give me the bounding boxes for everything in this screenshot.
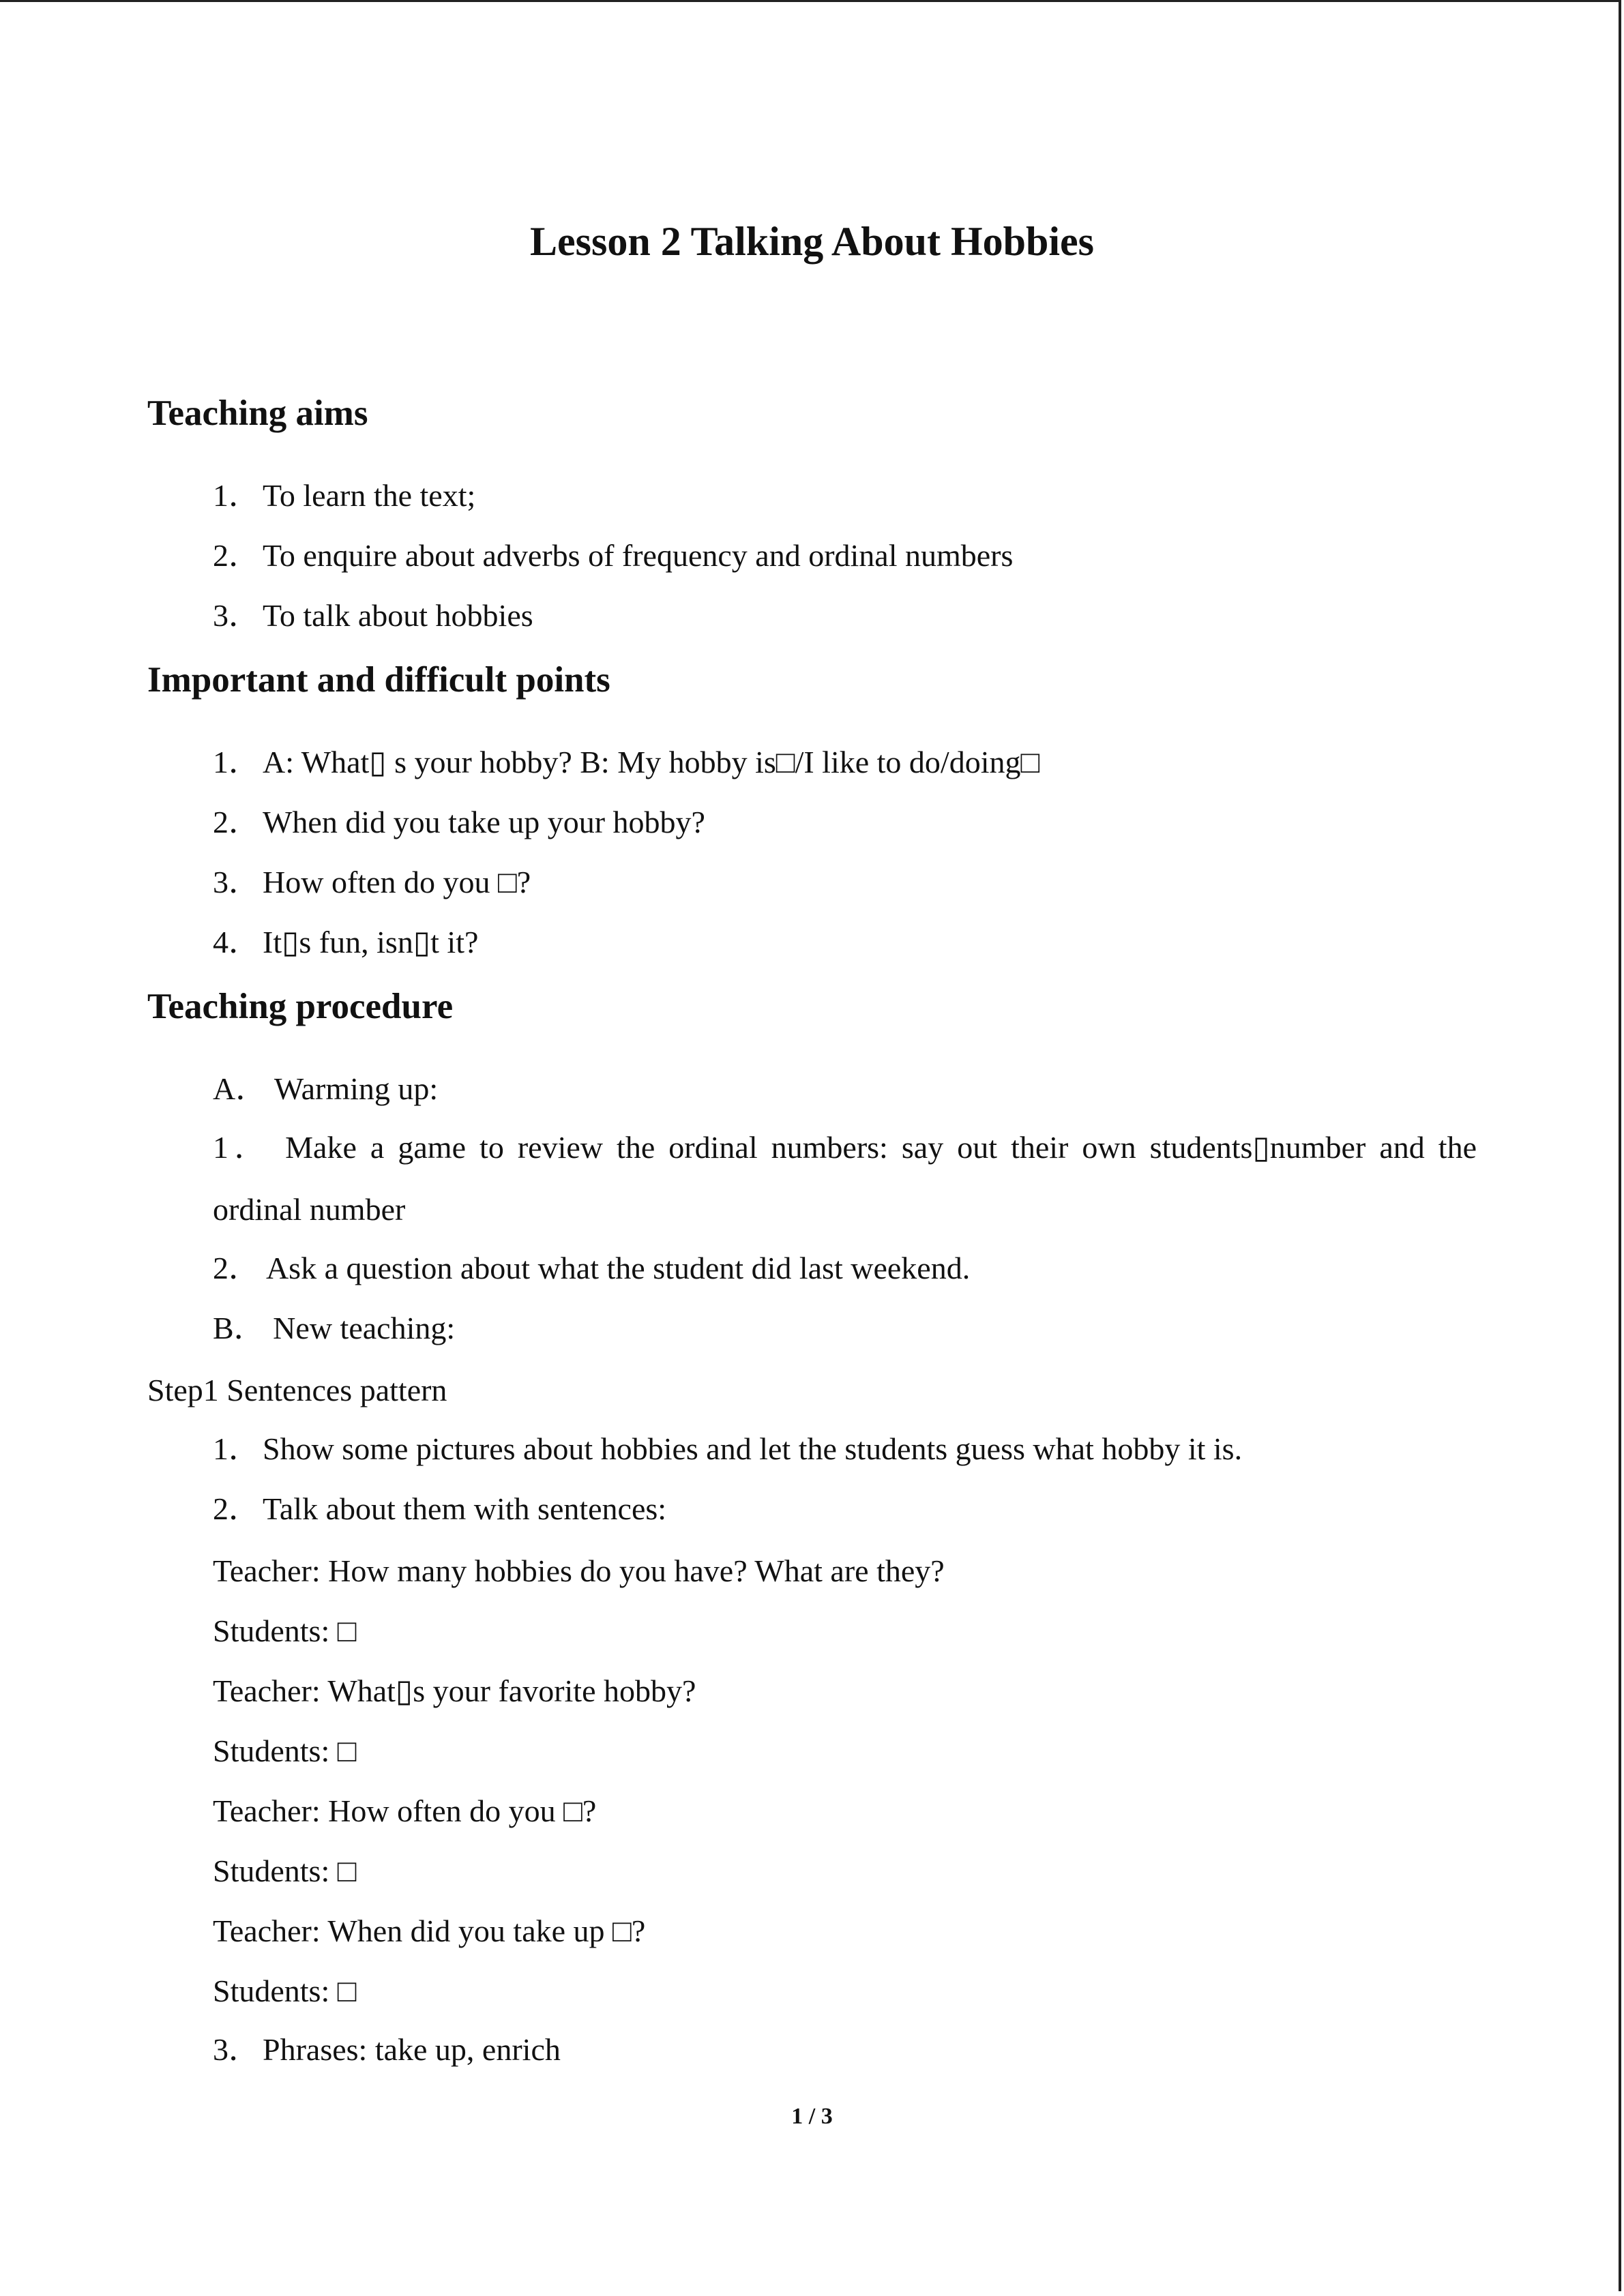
dialogue-line-students: Students: □: [213, 1733, 357, 1768]
dialogue-line-students: Students: □: [213, 1973, 357, 2008]
dialogue-line-teacher: Teacher: How often do you □?: [213, 1793, 597, 1828]
list-item: [213, 923, 478, 961]
list-number: 1．: [213, 1431, 260, 1466]
section-heading-teaching-procedure: Teaching procedure: [147, 987, 454, 1026]
list-text: To learn the text;: [263, 478, 476, 513]
warming-item-2: 2． Ask a question about what the student did last weekend.: [213, 1251, 971, 1285]
list-text: To enquire about adverbs of frequency and ordinal numbers: [263, 538, 1014, 573]
list-item: [213, 1430, 1242, 1468]
dialogue-line-teacher: Teacher: When did you take up □?: [213, 1913, 646, 1948]
list-text: Show some pictures about hobbies and let the students guess what hobby it is.: [263, 1431, 1243, 1466]
dialogue-line-students: Students: □: [213, 1613, 357, 1648]
list-number: 2．: [213, 1491, 260, 1526]
sub-heading-warming-up: A． Warming up:: [213, 1071, 439, 1106]
warming-item-1: 1． Make a game to review the ordinal numbers: say out their own students▯number and the: [213, 1130, 1477, 1165]
list-number: 1．: [213, 745, 260, 779]
dialogue-line-students: Students: □: [213, 1853, 357, 1888]
section-heading-important-points: Important and difficult points: [147, 660, 610, 700]
step1-heading: Step1 Sentences pattern: [147, 1373, 447, 1407]
list-item: [213, 1490, 666, 1528]
list-text: Talk about them with sentences:: [263, 1491, 667, 1526]
warming-item-1-continued: ordinal number: [213, 1192, 406, 1227]
page-number: 1 / 3: [791, 2104, 833, 2129]
list-item: [213, 2031, 561, 2069]
list-item: [213, 863, 531, 901]
list-item: [213, 597, 533, 635]
section-heading-teaching-aims: Teaching aims: [147, 393, 368, 433]
list-text: To talk about hobbies: [263, 598, 533, 633]
list-number: 3．: [213, 2032, 260, 2067]
sub-heading-new-teaching: B． New teaching:: [213, 1311, 456, 1345]
document-title: Lesson 2 Talking About Hobbies: [529, 219, 1095, 264]
dialogue-line-teacher: Teacher: What▯s your favorite hobby?: [213, 1673, 696, 1708]
list-item: [213, 537, 1013, 575]
list-number: 1．: [213, 478, 260, 513]
list-item: [213, 477, 475, 515]
list-text: A: What▯ s your hobby? B: My hobby is□/I like to do/doing□: [263, 745, 1040, 779]
list-number: 4．: [213, 925, 260, 959]
list-item: [213, 803, 705, 841]
list-text: Phrases: take up, enrich: [263, 2032, 561, 2067]
list-number: 3．: [213, 598, 260, 633]
list-text: When did you take up your hobby?: [263, 805, 705, 839]
list-number: 2．: [213, 805, 260, 839]
list-text: How often do you □?: [263, 865, 531, 899]
list-number: 3．: [213, 865, 260, 899]
list-text: It▯s fun, isn▯t it?: [263, 925, 479, 959]
dialogue-line-teacher: Teacher: How many hobbies do you have? What are they?: [213, 1553, 945, 1588]
list-item: [213, 743, 1039, 781]
list-number: 2．: [213, 538, 260, 573]
